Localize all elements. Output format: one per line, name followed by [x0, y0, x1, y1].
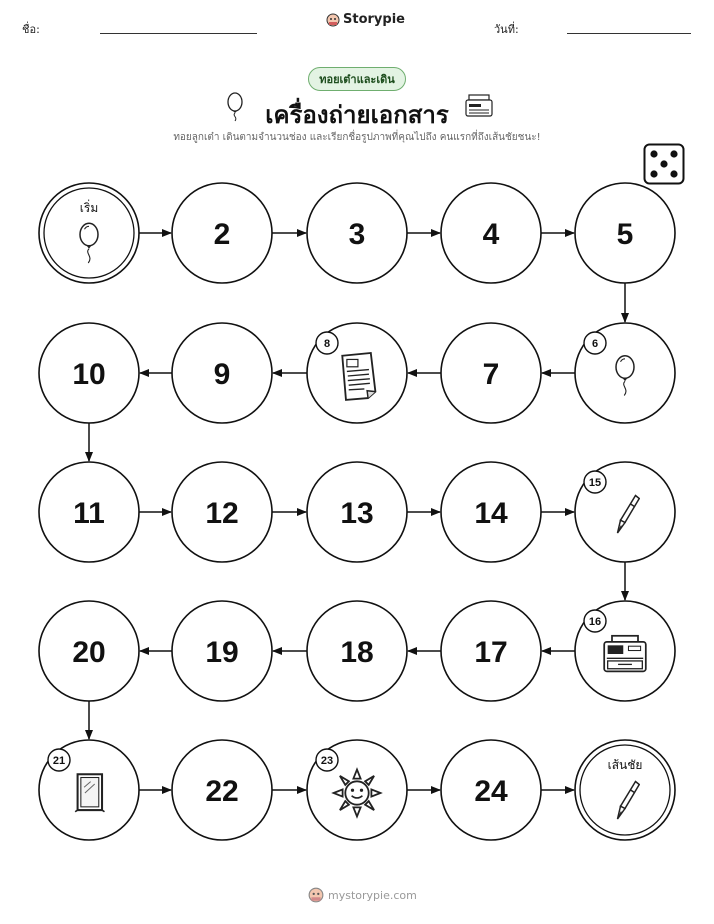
document-icon	[342, 353, 375, 400]
board-space-5[interactable]	[575, 183, 675, 283]
space-number: 4	[482, 218, 500, 251]
date-label: วันที่:	[494, 23, 519, 36]
finish-space[interactable]	[575, 740, 675, 840]
board-space-14[interactable]	[441, 462, 541, 562]
space-number: 20	[72, 636, 106, 669]
space-number: 13	[340, 497, 374, 530]
board-space-24[interactable]	[441, 740, 541, 840]
space-number: 10	[72, 358, 106, 391]
board-space-21[interactable]	[39, 740, 139, 840]
space-number: 19	[205, 636, 239, 669]
board-space-9[interactable]	[172, 323, 272, 423]
board-space-15[interactable]	[575, 462, 675, 562]
board-space-19[interactable]	[172, 601, 272, 701]
brand-name: Storypie	[343, 12, 405, 27]
picture-frame-icon	[75, 774, 104, 811]
space-number: 3	[348, 218, 366, 251]
space-number: 7	[482, 358, 500, 391]
board-space-10[interactable]	[39, 323, 139, 423]
space-number: 8	[323, 338, 331, 350]
board-space-7[interactable]	[441, 323, 541, 423]
space-number: 14	[474, 497, 508, 530]
board-space-23[interactable]	[307, 740, 407, 840]
board-space-12[interactable]	[172, 462, 272, 562]
board-space-8[interactable]	[307, 323, 407, 423]
instructions: ทอยลูกเต๋า เดินตามจำนวนช่อง และเรียกชื่อรูปภาพที่คุณไปถึง คนแรกที่ถึงเส้นชัยชนะ!	[173, 132, 541, 143]
board-space-17[interactable]	[441, 601, 541, 701]
board-space-11[interactable]	[39, 462, 139, 562]
space-number: 23	[320, 755, 334, 767]
space-number: 15	[588, 477, 602, 489]
footer	[308, 887, 417, 903]
space-number: 22	[205, 775, 239, 808]
board-space-18[interactable]	[307, 601, 407, 701]
space-number: 17	[474, 636, 508, 669]
footer-site[interactable]: mystorypie.com	[328, 888, 417, 902]
board-space-6[interactable]	[575, 323, 675, 423]
page-title: เครื่องถ่ายเอกสาร	[265, 101, 449, 129]
space-number: 2	[213, 218, 231, 251]
space-number: 12	[205, 497, 239, 530]
board-space-4[interactable]	[441, 183, 541, 283]
space-number: 6	[591, 338, 599, 350]
board-space-20[interactable]	[39, 601, 139, 701]
start-label: เริ่ม	[79, 201, 99, 215]
space-number: 9	[213, 358, 231, 391]
space-number: 18	[340, 636, 374, 669]
board-space-2[interactable]	[172, 183, 272, 283]
space-number: 21	[52, 755, 66, 767]
game-type-badge: ทอยเต๋าและเดิน	[308, 67, 406, 91]
start-space[interactable]	[39, 183, 139, 283]
space-number: 11	[73, 497, 105, 530]
storypie-mascot-icon	[308, 887, 324, 903]
space-number: 16	[588, 616, 602, 628]
photocopier-icon	[604, 636, 646, 672]
finish-label: เส้นชัย	[607, 758, 643, 772]
board-space-22[interactable]	[172, 740, 272, 840]
board-space-3[interactable]	[307, 183, 407, 283]
space-number: 24	[474, 775, 508, 808]
board-space-16[interactable]	[575, 601, 675, 701]
name-label: ชื่อ:	[22, 23, 40, 36]
space-number: 5	[616, 218, 634, 251]
board-space-13[interactable]	[307, 462, 407, 562]
